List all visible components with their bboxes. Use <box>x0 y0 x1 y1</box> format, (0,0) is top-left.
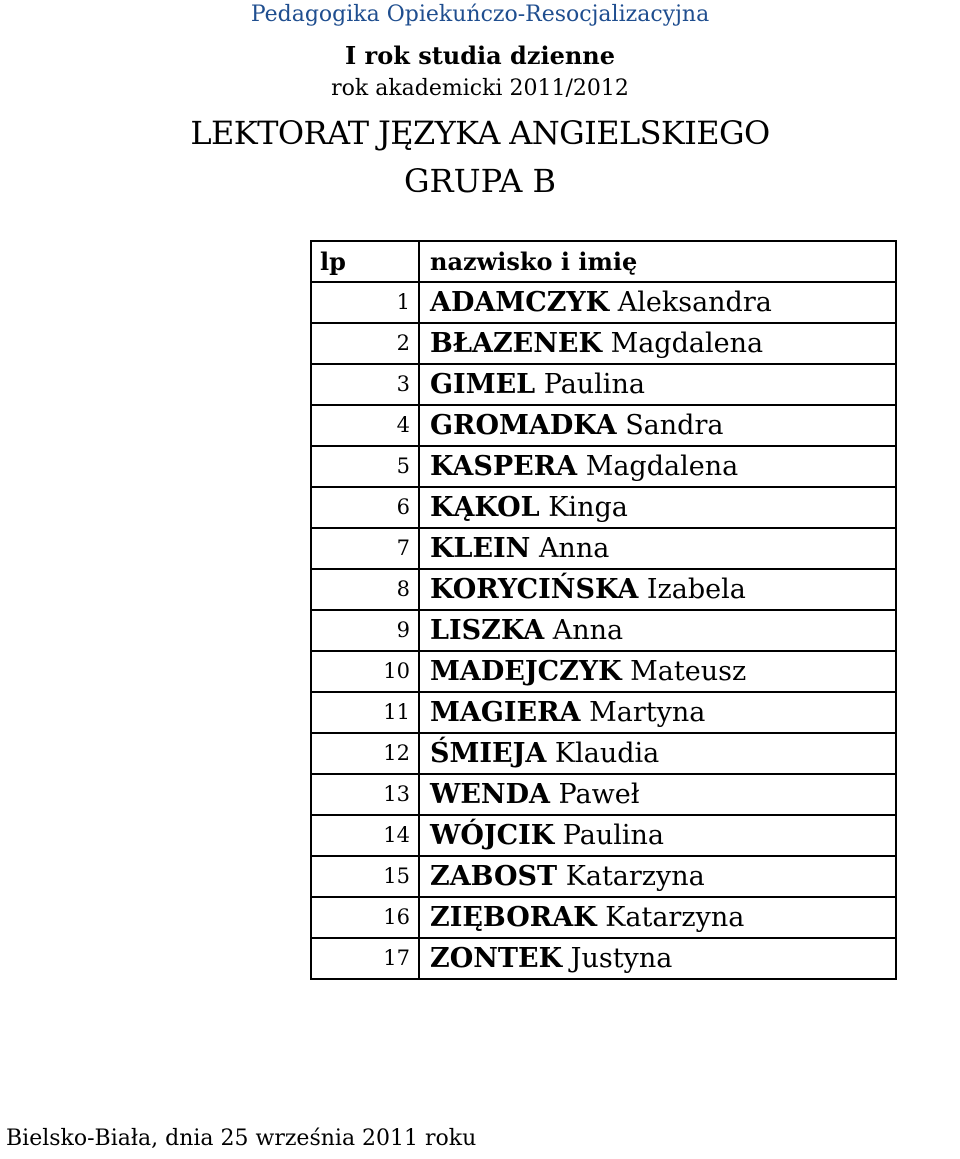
table-row <box>311 405 896 446</box>
row-number: 3 <box>311 364 419 405</box>
academic-year: rok akademicki 2011/2012 <box>331 76 629 101</box>
row-number: 1 <box>311 282 419 323</box>
student-first-name: Magdalena <box>610 328 764 359</box>
student-surname: ŚMIEJA <box>430 738 547 769</box>
student-surname: KĄKOL <box>430 492 540 523</box>
student-surname: WÓJCIK <box>430 820 555 851</box>
roster-body <box>311 241 896 979</box>
table-row <box>311 446 896 487</box>
student-surname: MADEJCZYK <box>430 656 622 687</box>
row-number: 10 <box>311 651 419 692</box>
student-name <box>419 364 896 405</box>
row-number: 14 <box>311 815 419 856</box>
student-name <box>419 692 896 733</box>
table-row <box>311 774 896 815</box>
student-first-name: Sandra <box>625 410 724 441</box>
row-number: 13 <box>311 774 419 815</box>
row-number: 7 <box>311 528 419 569</box>
row-number: 12 <box>311 733 419 774</box>
table-row <box>311 856 896 897</box>
student-name <box>419 610 896 651</box>
student-name <box>419 651 896 692</box>
student-first-name: Mateusz <box>630 656 747 687</box>
student-surname: ZONTEK <box>430 943 563 974</box>
student-surname: KASPERA <box>430 451 578 482</box>
student-surname: ADAMCZYK <box>430 287 610 318</box>
table-header-row <box>311 241 896 282</box>
footer-place-date: Bielsko-Biała, dnia 25 września 2011 roku <box>6 1126 477 1151</box>
table-row <box>311 282 896 323</box>
student-name <box>419 897 896 938</box>
student-surname: KLEIN <box>430 533 531 564</box>
row-number: 17 <box>311 938 419 979</box>
student-surname: LISZKA <box>430 615 545 646</box>
student-name <box>419 282 896 323</box>
student-name <box>419 569 896 610</box>
table-row <box>311 897 896 938</box>
student-first-name: Izabela <box>646 574 746 605</box>
student-surname: ZIĘBORAK <box>430 902 597 933</box>
row-number: 5 <box>311 446 419 487</box>
student-first-name: Anna <box>538 533 610 564</box>
student-surname: MAGIERA <box>430 697 581 728</box>
student-surname: ZABOST <box>430 861 558 892</box>
student-name <box>419 487 896 528</box>
table-row <box>311 487 896 528</box>
faculty-name: Pedagogika Opiekuńczo-Resocjalizacyjna <box>250 2 710 27</box>
table-row <box>311 528 896 569</box>
table-row <box>311 692 896 733</box>
student-first-name: Paweł <box>558 779 640 810</box>
student-name <box>419 938 896 979</box>
student-first-name: Paulina <box>562 820 664 851</box>
student-name <box>419 446 896 487</box>
student-first-name: Magdalena <box>585 451 739 482</box>
student-surname: KORYCIŃSKA <box>430 574 639 605</box>
student-name <box>419 815 896 856</box>
table-row <box>311 815 896 856</box>
column-header-name: nazwisko i imię <box>419 241 896 282</box>
row-number: 4 <box>311 405 419 446</box>
student-name <box>419 528 896 569</box>
table-row <box>311 651 896 692</box>
row-number: 2 <box>311 323 419 364</box>
student-first-name: Katarzyna <box>605 902 745 933</box>
row-number: 9 <box>311 610 419 651</box>
student-first-name: Anna <box>552 615 624 646</box>
student-first-name: Martyna <box>589 697 706 728</box>
student-roster-table <box>310 240 897 980</box>
student-first-name: Paulina <box>543 369 645 400</box>
student-name <box>419 774 896 815</box>
student-name <box>419 405 896 446</box>
row-number: 8 <box>311 569 419 610</box>
student-name <box>419 733 896 774</box>
course-title: LEKTORAT JĘZYKA ANGIELSKIEGO <box>190 114 770 152</box>
table-row <box>311 364 896 405</box>
student-surname: BŁAZENEK <box>430 328 602 359</box>
student-name <box>419 323 896 364</box>
student-surname: GIMEL <box>430 369 536 400</box>
student-surname: GROMADKA <box>430 410 617 441</box>
row-number: 16 <box>311 897 419 938</box>
row-number: 6 <box>311 487 419 528</box>
student-first-name: Katarzyna <box>565 861 705 892</box>
student-first-name: Klaudia <box>554 738 660 769</box>
student-name <box>419 856 896 897</box>
table-row <box>311 569 896 610</box>
student-first-name: Kinga <box>548 492 628 523</box>
student-first-name: Aleksandra <box>617 287 772 318</box>
column-header-lp: lp <box>311 241 419 282</box>
year-type: I rok studia dzienne <box>344 41 616 70</box>
student-first-name: Justyna <box>570 943 673 974</box>
group-title: GRUPA B <box>403 162 556 200</box>
row-number: 11 <box>311 692 419 733</box>
student-surname: WENDA <box>430 779 550 810</box>
table-row <box>311 938 896 979</box>
table-row <box>311 323 896 364</box>
table-row <box>311 733 896 774</box>
table-row <box>311 610 896 651</box>
row-number: 15 <box>311 856 419 897</box>
